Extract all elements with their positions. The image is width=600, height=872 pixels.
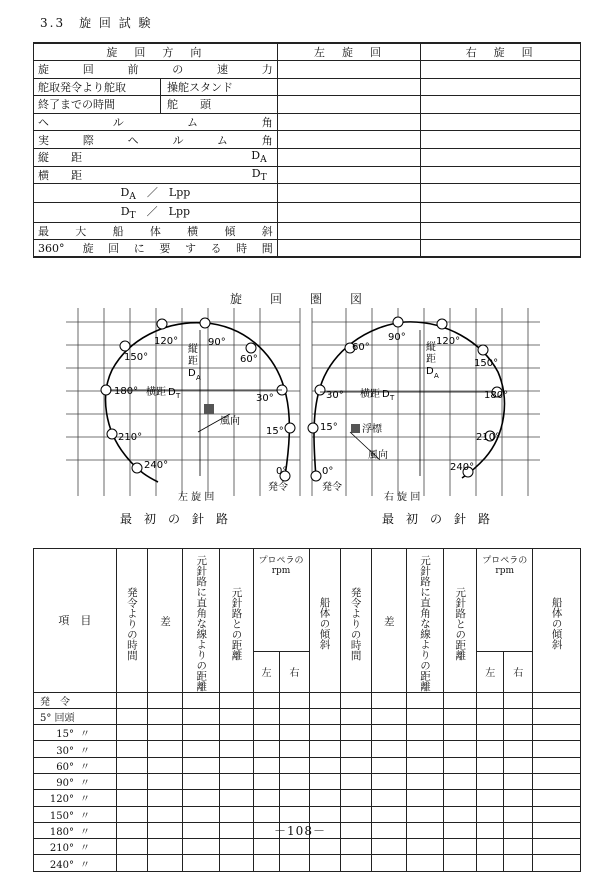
- table-cell: [504, 839, 533, 855]
- table-cell: [371, 855, 406, 871]
- table-row: [34, 741, 581, 757]
- table-row: [34, 757, 581, 773]
- table-cell: [116, 757, 147, 773]
- angle-label: 150°: [124, 352, 149, 363]
- table-cell: [280, 725, 309, 741]
- table-cell: [220, 839, 253, 855]
- advance-label: 縦: [426, 342, 436, 353]
- table-cell: [309, 757, 340, 773]
- right-angle-labels: [320, 332, 508, 503]
- table-cell: [406, 725, 443, 741]
- table-cell: [477, 708, 504, 724]
- table-cell: [444, 790, 477, 806]
- left-caption: 最 初 の 針 路: [120, 512, 229, 526]
- angle-label: 210°: [476, 432, 501, 443]
- table-cell: [340, 725, 371, 741]
- table-cell: [504, 806, 533, 822]
- table-cell: [444, 692, 477, 708]
- table-cell: [183, 757, 220, 773]
- col-header-right: 右 旋 回: [421, 43, 581, 61]
- table-cell: [220, 806, 253, 822]
- table-cell: [444, 708, 477, 724]
- table-cell: [220, 757, 253, 773]
- table-cell: [371, 757, 406, 773]
- row-label: 旋回前の速力: [34, 61, 278, 79]
- col-left: 左: [253, 652, 280, 692]
- symbol: D: [251, 149, 261, 163]
- table-cell: [504, 773, 533, 789]
- table-cell: [280, 790, 309, 806]
- table-cell: [340, 741, 371, 757]
- table-cell: [340, 757, 371, 773]
- ditto-mark: 〃: [80, 827, 90, 839]
- transfer-label: 横距: [146, 387, 166, 398]
- col-heel: 船体の傾斜: [318, 597, 331, 650]
- table-cell: [533, 839, 581, 855]
- table-row: [34, 773, 581, 789]
- row-label: 舵取発令より舵取: [34, 79, 161, 96]
- table-cell: [477, 741, 504, 757]
- row-label: 240°: [49, 859, 74, 871]
- table-cell: [116, 790, 147, 806]
- angle-label: 60°: [352, 342, 370, 353]
- table-cell: [533, 757, 581, 773]
- table-cell: [340, 790, 371, 806]
- table-cell: [147, 741, 182, 757]
- right-buoy-marker: [351, 424, 360, 433]
- table-cell: [477, 757, 504, 773]
- symbol-sub: T: [260, 172, 267, 184]
- angle-label: 240°: [144, 460, 169, 471]
- page-number: －108－: [274, 824, 326, 838]
- table-cell: [406, 692, 443, 708]
- table-cell: [340, 692, 371, 708]
- table-header-row: [34, 549, 581, 652]
- table-cell: [444, 839, 477, 855]
- table-cell: [147, 757, 182, 773]
- advance-sub: A: [434, 372, 439, 380]
- row-label: 120°: [49, 794, 74, 806]
- table-cell: [220, 741, 253, 757]
- row-label: 180°: [49, 827, 74, 839]
- table-cell: [444, 725, 477, 741]
- table-cell: [147, 790, 182, 806]
- table-row: [34, 855, 581, 871]
- table-cell: [444, 855, 477, 871]
- table-cell: [220, 855, 253, 871]
- row-label: 30°: [56, 745, 74, 757]
- table-cell: [280, 708, 309, 724]
- table-cell: [504, 708, 533, 724]
- transfer-symbol: D: [168, 387, 176, 398]
- row-label: 60°: [56, 761, 74, 773]
- ratio-sub: A: [129, 191, 136, 203]
- table-cell: [533, 692, 581, 708]
- table-cell: [504, 725, 533, 741]
- table-cell: [309, 806, 340, 822]
- table-cell: [220, 773, 253, 789]
- row-label: 210°: [49, 843, 74, 855]
- table-cell: [116, 839, 147, 855]
- advance-symbol: D: [426, 366, 434, 377]
- table-cell: [116, 773, 147, 789]
- table-cell: [147, 692, 182, 708]
- row-label: 15°: [56, 729, 74, 741]
- table-row: [34, 708, 581, 724]
- table-cell: [280, 806, 309, 822]
- table-cell: [280, 839, 309, 855]
- table-cell: [533, 741, 581, 757]
- col-diff: 差: [159, 616, 172, 627]
- table-cell: [406, 757, 443, 773]
- table-cell: [253, 773, 280, 789]
- table-cell: [147, 725, 182, 741]
- table-cell: [220, 692, 253, 708]
- symbol: D: [251, 166, 261, 180]
- col-dist: 元針路との距離: [454, 586, 467, 660]
- ratio-symbol: D: [120, 205, 130, 219]
- table-row: [34, 790, 581, 806]
- ratio-tail: ／ Lpp: [146, 186, 191, 200]
- table-cell: [504, 741, 533, 757]
- table-cell: [406, 839, 443, 855]
- table-cell: [477, 806, 504, 822]
- table-cell: [477, 692, 504, 708]
- col-right: 右: [280, 652, 309, 692]
- table-cell: [309, 839, 340, 855]
- angle-label: 60°: [240, 354, 258, 365]
- ditto-mark: 〃: [80, 778, 90, 790]
- table-cell: [477, 839, 504, 855]
- table-cell: [406, 806, 443, 822]
- table-cell: [371, 741, 406, 757]
- table-cell: [280, 855, 309, 871]
- table-cell: [477, 790, 504, 806]
- table-cell: [406, 855, 443, 871]
- table-cell: [147, 855, 182, 871]
- ditto-mark: 〃: [80, 859, 90, 871]
- table-cell: [340, 773, 371, 789]
- col-prop: プロペラの: [258, 556, 304, 566]
- diagram-captions: [120, 511, 490, 526]
- table-cell: [183, 790, 220, 806]
- table-cell: [406, 708, 443, 724]
- table-cell: [340, 806, 371, 822]
- table-cell: [504, 855, 533, 871]
- transfer-label: 横距: [360, 389, 380, 400]
- transfer-sub: T: [390, 394, 395, 402]
- angle-label: 90°: [208, 337, 226, 348]
- row-label: 横 距: [38, 168, 82, 182]
- table-cell: [371, 773, 406, 789]
- advance-sub: A: [196, 374, 201, 382]
- angle-label: 0°: [322, 466, 334, 477]
- table-cell: [309, 741, 340, 757]
- table-cell: [477, 855, 504, 871]
- col-heel: 船体の傾斜: [550, 597, 563, 650]
- table-row: [34, 839, 581, 855]
- table-cell: [280, 773, 309, 789]
- row-label: 150°: [49, 810, 74, 822]
- table-row: [34, 725, 581, 741]
- row-label: 5° 回頭: [40, 712, 75, 724]
- angle-label: 180°: [484, 390, 509, 401]
- table-cell: [309, 708, 340, 724]
- table-cell: [253, 692, 280, 708]
- table-cell: [183, 725, 220, 741]
- col-time: 発令よりの時間: [125, 586, 138, 660]
- table-cell: [183, 806, 220, 822]
- table-cell: [504, 790, 533, 806]
- section-title: 3.3 旋 回 試 験: [40, 16, 153, 30]
- table-row: [34, 692, 581, 708]
- buoy-label: 浮標: [362, 424, 382, 435]
- col-rpm: rpm: [271, 566, 291, 576]
- table-cell: [253, 725, 280, 741]
- ditto-mark: 〃: [80, 761, 90, 773]
- table-cell: [253, 708, 280, 724]
- table-cell: [504, 757, 533, 773]
- table-cell: [533, 806, 581, 822]
- advance-label: 距: [426, 354, 436, 365]
- col-right: 右: [504, 652, 533, 692]
- col-perp: 元針路に直角な線よりの距離: [195, 555, 208, 692]
- table-cell: [116, 855, 147, 871]
- table-cell: [147, 773, 182, 789]
- col-left: 左: [477, 652, 504, 692]
- angle-label: 120°: [436, 336, 461, 347]
- angle-label: 180°: [114, 386, 139, 397]
- table-cell: [340, 839, 371, 855]
- table-cell: [183, 708, 220, 724]
- col-perp: 元針路に直角な線よりの距離: [418, 555, 431, 692]
- table-cell: [309, 773, 340, 789]
- right-caption: 最 初 の 針 路: [382, 512, 491, 526]
- table-cell: [147, 839, 182, 855]
- table-cell: [406, 773, 443, 789]
- ditto-mark: 〃: [80, 794, 90, 806]
- table-cell: [406, 790, 443, 806]
- ditto-mark: 〃: [80, 745, 90, 757]
- row-label: ヘルム角: [34, 113, 278, 131]
- table-cell: [116, 741, 147, 757]
- table-cell: [444, 773, 477, 789]
- ditto-mark: 〃: [80, 810, 90, 822]
- table-row: [34, 806, 581, 822]
- table-cell: [340, 708, 371, 724]
- col-header-direction: 旋 回 方 向: [34, 43, 278, 61]
- table-cell: [280, 692, 309, 708]
- advance-label: 距: [188, 356, 198, 367]
- left-angle-labels: [114, 336, 288, 503]
- row-label: 縦 距: [38, 151, 82, 165]
- table-cell: [371, 806, 406, 822]
- table-cell: [371, 708, 406, 724]
- table-cell: [309, 692, 340, 708]
- ratio-tail: ／ Lpp: [146, 205, 191, 219]
- table-cell: [309, 725, 340, 741]
- angle-label: 15°: [266, 426, 284, 437]
- angle-label: 15°: [320, 422, 338, 433]
- table-cell: [253, 839, 280, 855]
- table-cell: [444, 806, 477, 822]
- row-label: 実際ヘルム角: [34, 131, 278, 149]
- table-cell: [280, 757, 309, 773]
- wind-label: 風向: [368, 450, 388, 461]
- advance-label: 縦: [188, 344, 198, 355]
- table-cell: [371, 692, 406, 708]
- table-cell: [340, 855, 371, 871]
- transfer-sub: T: [176, 392, 181, 400]
- ratio-symbol: D: [120, 186, 130, 200]
- table-cell: [504, 692, 533, 708]
- table-cell: [253, 757, 280, 773]
- table-cell: [183, 741, 220, 757]
- table-cell: [371, 839, 406, 855]
- row-label: 最大船体横傾斜: [34, 222, 278, 240]
- table-cell: [477, 773, 504, 789]
- symbol-sub: A: [260, 154, 267, 166]
- left-wind-marker: [204, 404, 214, 414]
- angle-label: 30°: [326, 390, 344, 401]
- table-cell: [444, 741, 477, 757]
- col-dist: 元針路との距離: [230, 586, 243, 660]
- table-cell: [253, 806, 280, 822]
- table-cell: [116, 692, 147, 708]
- table-cell: [116, 725, 147, 741]
- table-cell: [220, 708, 253, 724]
- table-cell: [220, 725, 253, 741]
- col-header-left: 左 旋 回: [277, 43, 421, 61]
- table-cell: [220, 790, 253, 806]
- wind-label: 風向: [220, 416, 240, 427]
- start-label: 発令: [268, 482, 288, 493]
- angle-label: 120°: [154, 336, 179, 347]
- table-cell: [183, 839, 220, 855]
- table-cell: [309, 790, 340, 806]
- angle-label: 150°: [474, 358, 499, 369]
- col-time: 発令よりの時間: [349, 586, 362, 660]
- table-cell: [183, 692, 220, 708]
- col-prop: プロペラの: [482, 556, 528, 566]
- table-cell: [477, 725, 504, 741]
- angle-label: 240°: [450, 462, 475, 473]
- direction-label: 左 旋 回: [178, 492, 215, 503]
- table-cell: [533, 725, 581, 741]
- ditto-mark: 〃: [80, 843, 90, 855]
- angle-label: 0°: [276, 466, 288, 477]
- row-label: 終了までの時間: [34, 96, 161, 113]
- angle-label: 30°: [256, 393, 274, 404]
- table-cell: [183, 773, 220, 789]
- table-cell: [147, 708, 182, 724]
- row-sublabel: 舵 頭: [167, 98, 211, 112]
- table-cell: [253, 741, 280, 757]
- table-cell: [444, 757, 477, 773]
- row-label: 90°: [56, 778, 74, 790]
- table-cell: [116, 806, 147, 822]
- table-cell: [116, 708, 147, 724]
- table-cell: [280, 741, 309, 757]
- ditto-mark: 〃: [80, 729, 90, 741]
- table-cell: [533, 708, 581, 724]
- table-cell: [533, 855, 581, 871]
- diagram-title: 旋 回 圏 図: [229, 292, 370, 306]
- row-label: 360° 旋回に要する時間: [34, 240, 278, 258]
- row-sublabel: 操舵スタンド: [167, 80, 233, 94]
- angle-label: 90°: [388, 332, 406, 343]
- table-cell: [371, 725, 406, 741]
- table-cell: [253, 855, 280, 871]
- table-cell: [371, 790, 406, 806]
- col-rpm: rpm: [495, 566, 515, 576]
- table-cell: [253, 790, 280, 806]
- table-cell: [309, 855, 340, 871]
- ratio-sub: T: [129, 210, 136, 222]
- table-cell: [533, 790, 581, 806]
- advance-symbol: D: [188, 368, 196, 379]
- item-header: 項 目: [34, 549, 117, 693]
- transfer-symbol: D: [382, 389, 390, 400]
- col-diff: 差: [382, 616, 395, 627]
- table-cell: [147, 806, 182, 822]
- start-label: 発令: [322, 482, 342, 493]
- row-label: 発 令: [40, 696, 70, 708]
- table-cell: [406, 741, 443, 757]
- direction-label: 右 旋 回: [384, 492, 421, 503]
- angle-label: 210°: [118, 432, 143, 443]
- table-cell: [533, 773, 581, 789]
- table-cell: [183, 855, 220, 871]
